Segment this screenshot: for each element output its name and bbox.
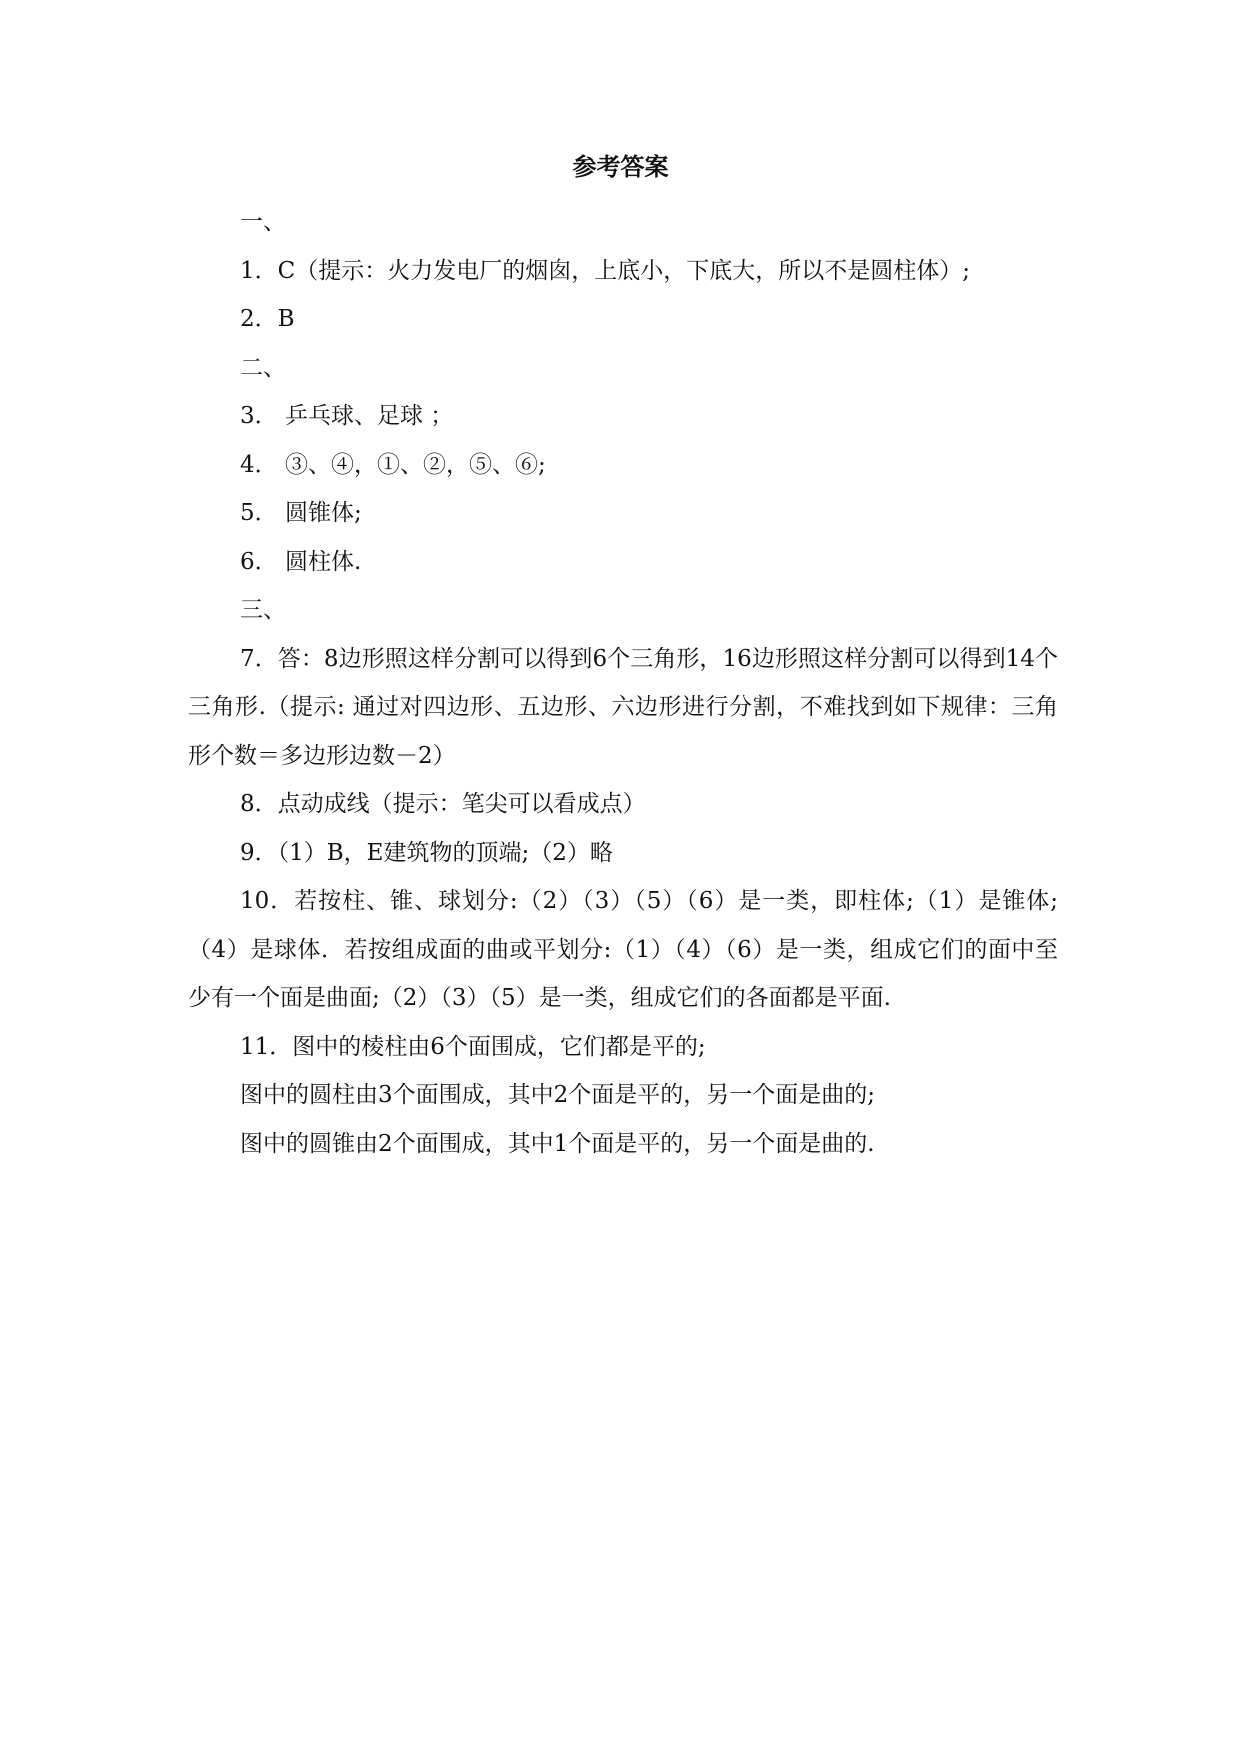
- answer-item-2: 2．B: [240, 306, 295, 332]
- answer-item-9: 9．（1）B，E建筑物的顶端;（2）略: [240, 839, 613, 866]
- page-title: 参考答案: [572, 153, 669, 181]
- answer-item-4: 4． ③、④，①、②，⑤、⑥;: [240, 451, 546, 478]
- section-heading-1: 一、: [240, 209, 286, 235]
- answer-item-11-cone: 图中的圆锥由2个面围成，其中1个面是平的，另一个面是曲的.: [240, 1130, 875, 1157]
- answer-item-5: 5． 圆锥体;: [240, 500, 362, 526]
- answer-item-6: 6． 圆柱体.: [240, 548, 362, 575]
- answer-item-11-cylinder: 图中的圆柱由3个面围成，其中2个面是平的，另一个面是曲的;: [240, 1082, 876, 1108]
- answer-content: [188, 198, 1058, 1168]
- answer-item-11: 11．图中的棱柱由6个面围成，它们都是平的;: [240, 1033, 706, 1060]
- answer-item-10: 10．若按柱、锥、球划分:（2）（3）（5）（6）是一类，即柱体;（1）是锥体;（4）是球体．若按组成面的曲或平划分:（1）（4）（6）是一类，组成它们的面中至少有一个面是曲面;（2）（3）（5）是一类，组成它们的各面都是平面.: [188, 888, 1058, 1011]
- answer-item-8: 8．点动成线（提示：笔尖可以看成点）: [240, 791, 646, 817]
- answer-item-1: 1．C（提示：火力发电厂的烟囱，上底小，下底大，所以不是圆柱体）;: [240, 257, 970, 284]
- answer-item-3: 3． 乒乓球、足球 ；: [240, 403, 454, 429]
- section-heading-2: 二、: [240, 354, 286, 381]
- section-heading-3: 三、: [240, 597, 286, 623]
- answer-item-7: 7．答：8边形照这样分割可以得到6个三角形，16边形照这样分割可以得到14个三角形.（提示: 通过对四边形、五边形、六边形进行分割，不难找到如下规律：三角形个数＝多边形边数－2）: [188, 645, 1058, 769]
